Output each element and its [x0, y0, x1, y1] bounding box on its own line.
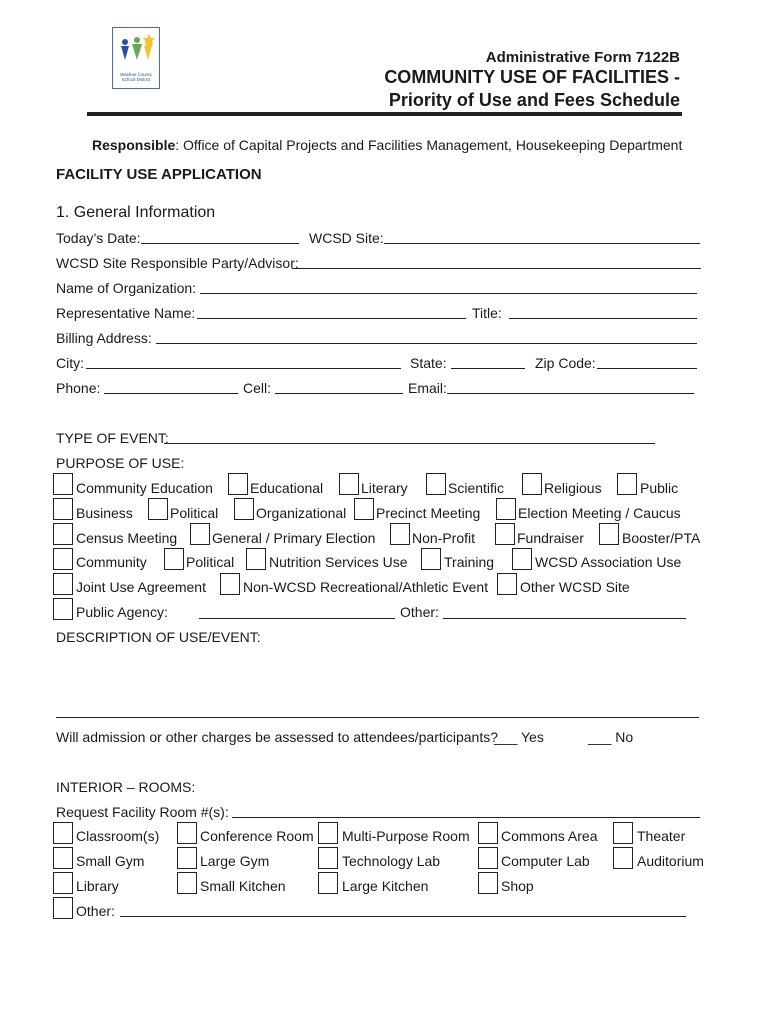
checkbox-commons-area[interactable] [478, 822, 498, 844]
billing-input[interactable] [156, 343, 697, 344]
option-label: Census Meeting [76, 530, 178, 546]
responsible-line [92, 137, 682, 153]
room-label: Computer Lab [501, 853, 590, 869]
email-label: Email: [408, 380, 447, 396]
option-label: Scientific [448, 480, 505, 496]
checkbox-fundraiser[interactable] [495, 523, 515, 545]
checkbox-educational[interactable] [228, 473, 248, 495]
checkbox-political-2[interactable] [164, 548, 184, 570]
admission-yes[interactable]: ___ Yes [494, 729, 544, 745]
admission-no[interactable]: ___ No [588, 729, 634, 745]
checkbox-other-wcsd-site[interactable] [497, 573, 517, 595]
description-label: DESCRIPTION OF USE/EVENT: [56, 629, 261, 645]
checkbox-multi-purpose-room[interactable] [318, 822, 338, 844]
representative-input[interactable] [197, 318, 466, 319]
option-label: Joint Use Agreement [76, 579, 206, 595]
checkbox-training[interactable] [421, 548, 441, 570]
title-divider [87, 112, 682, 116]
option-label: Public Agency: [76, 604, 168, 620]
request-room-label: Request Facility Room #(s): [56, 804, 229, 820]
other-room-input[interactable] [120, 916, 686, 917]
checkbox-business[interactable] [53, 498, 73, 520]
checkbox-small-kitchen[interactable] [177, 872, 197, 894]
billing-label: Billing Address: [56, 330, 152, 346]
checkbox-wcsd-association[interactable] [512, 548, 532, 570]
email-input[interactable] [447, 393, 694, 394]
room-label: Technology Lab [342, 853, 441, 869]
interior-rooms-heading: INTERIOR – ROOMS: [56, 779, 196, 795]
option-label: Community Education [76, 480, 213, 496]
checkbox-literary[interactable] [339, 473, 359, 495]
checkbox-auditorium[interactable] [613, 847, 633, 869]
public-agency-input[interactable] [199, 618, 395, 619]
responsible-text: : Office of Capital Projects and Facilities Management, Housekeeping Department [175, 137, 683, 153]
option-label: Non-WCSD Recreational/Athletic Event [243, 579, 489, 595]
organization-label: Name of Organization: [56, 280, 197, 296]
checkbox-booster-pta[interactable] [599, 523, 619, 545]
checkbox-precinct-meeting[interactable] [354, 498, 374, 520]
district-logo [112, 27, 160, 89]
cell-input[interactable] [275, 393, 403, 394]
checkbox-non-profit[interactable] [390, 523, 410, 545]
checkbox-political[interactable] [148, 498, 168, 520]
option-label: Business [76, 505, 133, 521]
checkbox-general-primary-election[interactable] [190, 523, 210, 545]
checkbox-non-wcsd-recreational[interactable] [220, 573, 240, 595]
checkbox-classroom[interactable] [53, 822, 73, 844]
page-title: COMMUNITY USE OF FACILITIES - [384, 67, 680, 87]
wcsd-site-label: WCSD Site: [309, 230, 384, 246]
request-room-input[interactable] [232, 817, 700, 818]
organization-input[interactable] [200, 293, 697, 294]
checkbox-election-meeting[interactable] [496, 498, 516, 520]
checkbox-library[interactable] [53, 872, 73, 894]
purpose-of-use-label: PURPOSE OF USE: [56, 455, 185, 471]
option-label: Public [640, 480, 679, 496]
option-label: WCSD Association Use [535, 554, 682, 570]
option-label: Other WCSD Site [520, 579, 630, 595]
responsible-party-label: WCSD Site Responsible Party/Advisor: [56, 255, 299, 271]
state-label: State: [410, 355, 447, 371]
wcsd-site-input[interactable] [384, 243, 700, 244]
checkbox-theater[interactable] [613, 822, 633, 844]
title-label: Title: [472, 305, 502, 321]
room-label: Commons Area [501, 828, 598, 844]
option-label: Community [76, 554, 147, 570]
option-label: Political [186, 554, 235, 570]
logo-text: Washoe County School District [120, 72, 152, 82]
room-label: Auditorium [637, 853, 704, 869]
phone-input[interactable] [104, 393, 238, 394]
room-label: Classroom(s) [76, 828, 160, 844]
option-label: Organizational [256, 505, 347, 521]
section-general-information: 1. General Information [56, 204, 216, 221]
room-label: Multi-Purpose Room [342, 828, 470, 844]
checkbox-religious[interactable] [522, 473, 542, 495]
checkbox-large-gym[interactable] [177, 847, 197, 869]
option-label: Religious [544, 480, 602, 496]
option-label: Booster/PTA [622, 530, 701, 546]
checkbox-census-meeting[interactable] [53, 523, 73, 545]
option-label: Training [444, 554, 495, 570]
option-label: General / Primary Election [212, 530, 376, 546]
room-label: Shop [501, 878, 534, 894]
checkbox-community[interactable] [53, 548, 73, 570]
room-label: Small Gym [76, 853, 145, 869]
form-heading: FACILITY USE APPLICATION [56, 166, 262, 183]
option-label: Non-Profit [412, 530, 476, 546]
todays-date-input[interactable] [141, 243, 299, 244]
checkbox-nutrition-services[interactable] [246, 548, 266, 570]
representative-label: Representative Name: [56, 305, 196, 321]
checkbox-public-agency[interactable] [53, 598, 73, 620]
room-label: Library [76, 878, 119, 894]
checkbox-public[interactable] [617, 473, 637, 495]
form-number: Administrative Form 7122B [485, 49, 680, 66]
checkbox-joint-use[interactable] [53, 573, 73, 595]
room-label: Other: [76, 903, 115, 919]
checkbox-shop[interactable] [478, 872, 498, 894]
room-label: Conference Room [200, 828, 314, 844]
checkbox-computer-lab[interactable] [478, 847, 498, 869]
page-subtitle: Priority of Use and Fees Schedule [388, 90, 680, 110]
responsible-label: Responsible [92, 137, 176, 153]
option-label: Literary [361, 480, 408, 496]
responsible-party-input[interactable] [292, 268, 701, 269]
checkbox-community-education[interactable] [53, 473, 73, 495]
option-label: Political [170, 505, 219, 521]
option-label: Educational [250, 480, 324, 496]
todays-date-label: Today’s Date: [56, 230, 141, 246]
checkbox-organizational[interactable] [234, 498, 254, 520]
room-label: Large Kitchen [342, 878, 429, 894]
room-label: Small Kitchen [200, 878, 286, 894]
option-label: Nutrition Services Use [269, 554, 408, 570]
type-of-event-input[interactable] [164, 443, 655, 444]
other-label: Other: [400, 604, 439, 620]
cell-label: Cell: [243, 380, 272, 396]
title-input[interactable] [509, 318, 697, 319]
room-label: Theater [637, 828, 686, 844]
checkbox-small-gym[interactable] [53, 847, 73, 869]
city-label: City: [56, 355, 84, 371]
option-label: Election Meeting / Caucus [518, 505, 681, 521]
room-label: Large Gym [200, 853, 270, 869]
description-input[interactable] [56, 717, 699, 718]
option-label: Fundraiser [517, 530, 584, 546]
phone-label: Phone: [56, 380, 101, 396]
checkbox-other-room[interactable] [53, 897, 73, 919]
checkbox-large-kitchen[interactable] [318, 872, 338, 894]
other-purpose-input[interactable] [443, 618, 686, 619]
checkbox-scientific[interactable] [426, 473, 446, 495]
state-input[interactable] [451, 368, 525, 369]
checkbox-technology-lab[interactable] [318, 847, 338, 869]
admission-question: Will admission or other charges be assessed to attendees/participants? [56, 729, 499, 745]
checkbox-conference-room[interactable] [177, 822, 197, 844]
city-input[interactable] [86, 368, 401, 369]
zip-label: Zip Code: [535, 355, 596, 371]
zip-input[interactable] [597, 368, 697, 369]
option-label: Precinct Meeting [376, 505, 481, 521]
type-of-event-label: TYPE OF EVENT: [56, 430, 169, 446]
